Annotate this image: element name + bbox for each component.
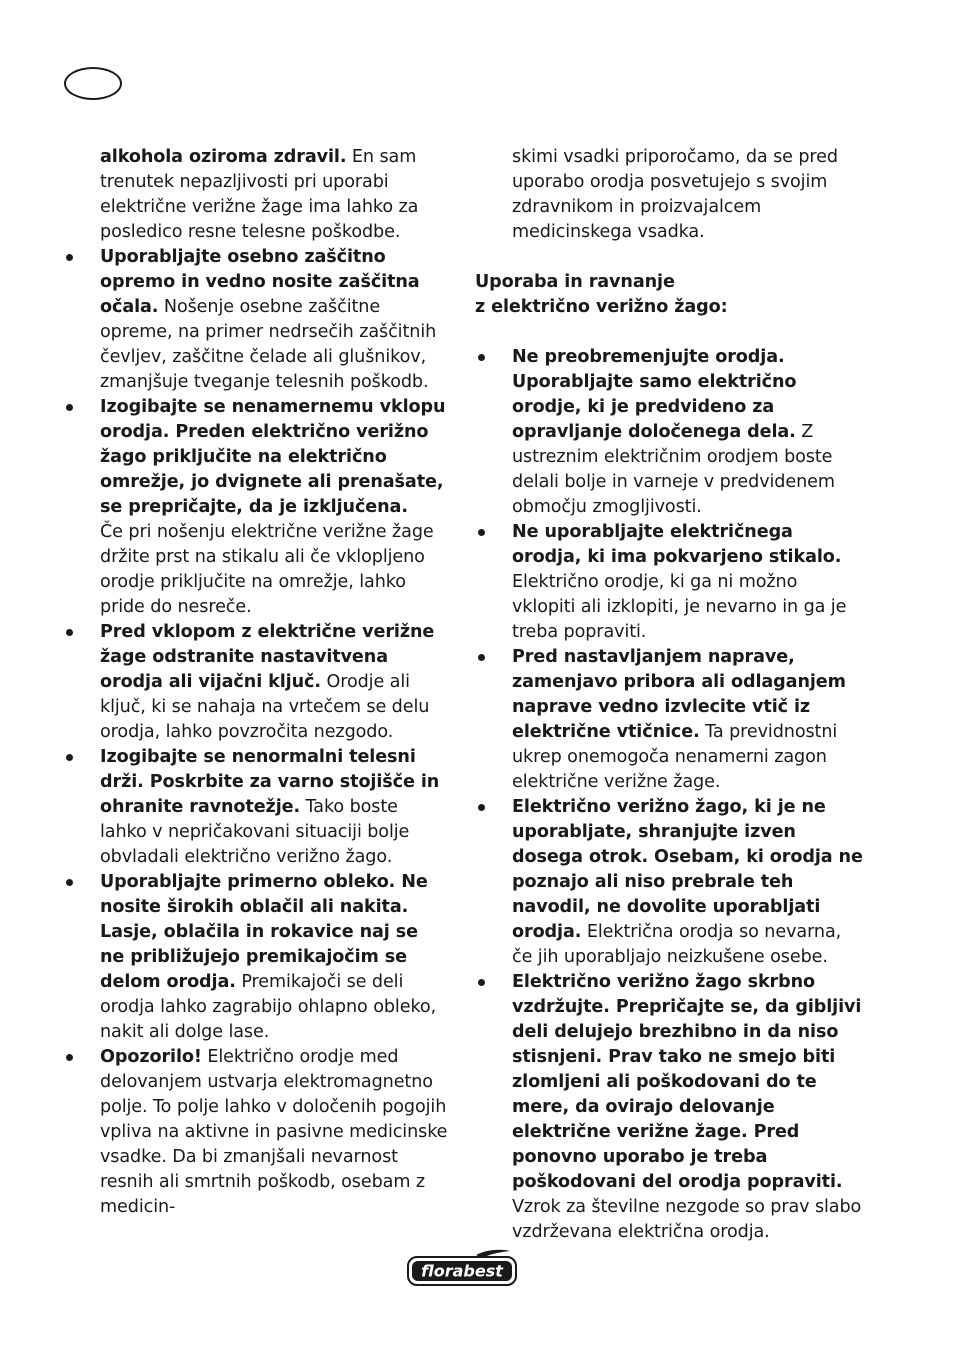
- list-item: Uporabljajte osebno zaščitno opremo in vedno nosite zaščitna očala. Nošenje osebne zaščitne opreme, na primer nedrsečih zaščitnih čevljev, zaščitne čelade ali glušnikov, zmanjšuje tveganje telesnih poškodb.: [63, 245, 448, 395]
- list-item: Izogibajte se nenamernemu vklopu orodja. Preden električno verižno žago priključite na električno omrežje, jo dvignete ali prenašate, se prepričajte, da je izključena. Če pri nošenju električne verižne žage držite prst na stikalu ali če vklopljeno orodje priključite na omrežje, lahko pride do nesreče.: [63, 395, 448, 620]
- language-badge: [64, 67, 122, 100]
- brand-logo: [406, 1247, 518, 1287]
- bullet-icon: [478, 654, 485, 661]
- list-item: Električno verižno žago, ki je ne uporabljate, shranjujte izven dosega otrok. Osebam, ki orodja ne poznajo ali niso prebrale teh navodil, ne dovolite uporabljati orodja. Električna orodja so nevarna, če jih uporabljajo neizkušene osebe.: [475, 795, 865, 970]
- section-heading: Uporaba in ravnanje z električno verižno žago:: [475, 272, 728, 317]
- list-item: Ne preobremenjujte orodja. Uporabljajte samo električno orodje, ki je predvideno za opravljanje določenega dela. Z ustreznim električnim orodjem boste delali bolje in varneje v predvidenem območju zmogljivosti.: [475, 345, 865, 520]
- bullet-icon: [66, 629, 73, 636]
- continuation-paragraph: skimi vsadki priporočamo, da se pred uporabo orodja posvetujejo s svojim zdravnikom in proizvajalcem medicinskega vsadka.: [512, 147, 838, 242]
- list-item: Električno verižno žago skrbno vzdržujte. Prepričajte se, da gibljivi deli delujejo brezhibno in da niso stisnjeni. Prav tako ne smejo biti zlomljeni ali poškodovani do te mere, da ovirajo delovanje električne verižne žage. Pred ponovno uporabo je treba poškodovani del orodja popraviti. Vzrok za številne nezgode so prav slabo vzdrževana električna orodja.: [475, 970, 865, 1245]
- bullet-icon: [66, 404, 73, 411]
- logo-text: florabest: [421, 1261, 503, 1281]
- bullet-icon: [478, 979, 485, 986]
- bullet-icon: [478, 529, 485, 536]
- intro-paragraph: alkohola oziroma zdravil. En sam trenutek nepazljivosti pri uporabi električne verižne žage ima lahko za posledico resne telesne poškodbe.: [100, 147, 419, 242]
- list-item: Opozorilo! Električno orodje med delovanjem ustvarja elektromagnetno polje. To polje lahko v določenih pogojih vpliva na aktivne in pasivne medicinske vsadke. Da bi zmanjšali nevarnost resnih ali smrtnih poškodb, osebam z medicin-: [63, 1045, 448, 1220]
- bullet-icon: [66, 1054, 73, 1061]
- list-item: Pred nastavljanjem naprave, zamenjavo pribora ali odlaganjem naprave vedno izvlecite vtič iz električne vtičnice. Ta previdnostni ukrep onemogoča nenamerni zagon električne verižne žage.: [475, 645, 865, 795]
- list-item: Uporabljajte primerno obleko. Ne nosite širokih oblačil ali nakita. Lasje, oblačila in rokavice naj se ne približujejo premikajočim se delom orodja. Premikajoči se deli orodja lahko zagrabijo ohlapno obleko, nakit ali dolge lase.: [63, 870, 448, 1045]
- right-column: [475, 145, 865, 1245]
- left-column: [63, 145, 448, 1220]
- bullet-icon: [66, 754, 73, 761]
- bullet-icon: [478, 354, 485, 361]
- list-item: Pred vklopom z električne verižne žage odstranite nastavitvena orodja ali vijačni ključ. Orodje ali ključ, ki se nahaja na vrtečem se delu orodja, lahko povzročita nezgodo.: [63, 620, 448, 745]
- bullet-icon: [66, 254, 73, 261]
- bullet-icon: [478, 804, 485, 811]
- list-item: Ne uporabljajte električnega orodja, ki ima pokvarjeno stikalo. Električno orodje, ki ga ni možno vklopiti ali izklopiti, je nevarno in ga je treba popraviti.: [475, 520, 865, 645]
- bullet-icon: [66, 879, 73, 886]
- list-item: Izogibajte se nenormalni telesni drži. Poskrbite za varno stojišče in ohranite ravnotežje. Tako boste lahko v nepričakovani situaciji bolje obvladali električno verižno žago.: [63, 745, 448, 870]
